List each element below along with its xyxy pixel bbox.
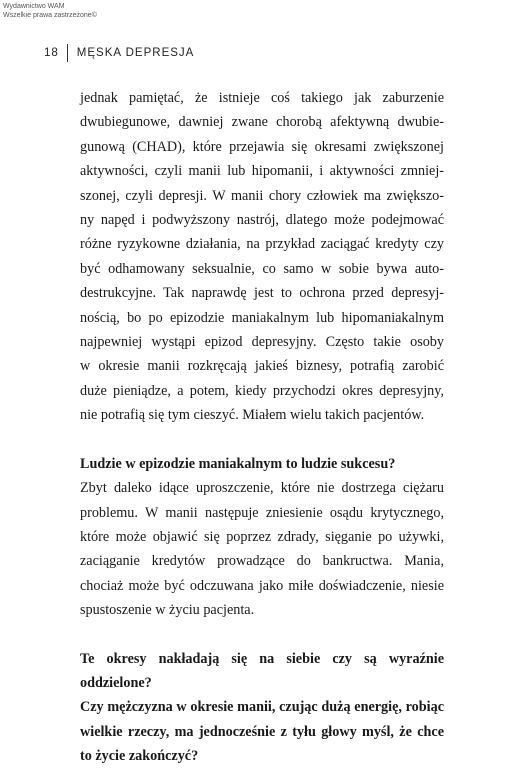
watermark-line-1: Wydawnictwo WAM [3, 3, 65, 10]
text-line: chociaż może być odczuwana jako miłe doświadczenie, niesie [80, 577, 444, 594]
text-line: duże pieniądze, a potem, kiedy przychodzi okres depresyjny, [80, 382, 444, 399]
paragraph-2 [80, 476, 444, 622]
text-line: aktywności, czyli manii lub hipomanii, i aktywności zmniej- [80, 163, 444, 180]
watermark [3, 2, 97, 20]
book-title: MĘSKA DEPRESJA [76, 47, 195, 59]
text-line: nie potrafią się tym cieszyć. Miałem wielu takich pacjentów. [80, 407, 425, 424]
watermark-line-2: Wszelkie prawa zastrzeżone© [3, 12, 97, 19]
text-line: Te okresy nakładają się na siebie czy są wyraźnie oddzielone? [80, 650, 444, 691]
page-body [80, 86, 444, 769]
text-line: jednak pamiętać, że istnieje coś takiego jak zaburzenie [80, 90, 444, 106]
running-head [44, 44, 194, 62]
text-line: szonej, czyli depresji. W manii chory człowiek ma zwiększo- [80, 187, 444, 204]
text-line: zaciąganie kredytów prowadzące do bankructwa. Mania, [80, 553, 444, 570]
text-line: Zbyt daleko idące uproszczenie, które nie dostrzega ciężaru [80, 480, 444, 497]
interview-question-1: Ludzie w epizodzie maniakalnym to ludzie sukcesu? [80, 455, 396, 472]
text-line: problemu. W manii następuje zniesienie osądu krytycznego, [80, 504, 444, 521]
text-line: w okresie manii rozkręcają jakieś biznesy, potrafią zarobić [80, 358, 444, 375]
text-line: najpewniej wystąpi epizod depresyjny. Często takie osoby [80, 334, 444, 351]
text-line: destrukcyjne. Tak naprawdę jest to ochrona przed depresyj- [80, 285, 444, 302]
text-line: być odhamowany seksualnie, co samo w sobie bywa auto- [80, 260, 444, 277]
text-line: które może objawić się poprzez zdrady, sięganie po używki, [80, 528, 444, 545]
text-line: nością, bo po epizodzie maniakalnym lub hipomaniakalnym [80, 309, 444, 326]
text-line: Czy mężczyzna w okresie manii, czując dużą energię, robiąc [80, 699, 444, 716]
text-line: spustoszenie w życiu pacjenta. [80, 602, 255, 619]
header-divider [67, 44, 68, 62]
text-line: dwubiegunowe, dawniej zwane chorobą afektywną dwubie- [80, 114, 444, 131]
text-line: różne ryzykowne działania, na przykład zaciągać kredyty czy [80, 236, 444, 253]
interview-question-2 [80, 647, 444, 769]
paragraph-1 [80, 86, 444, 428]
text-line: to życie zakończyć? [80, 748, 199, 765]
text-line: gunową (CHAD), które przejawia się okresami zwiększonej [80, 138, 444, 155]
text-line: wielkie rzeczy, ma jednocześnie z tyłu głowy myśl, że chce [80, 723, 444, 740]
text-line: ny napęd i podwyższony nastrój, dlatego może podejmować [80, 212, 444, 229]
page-number: 18 [44, 47, 59, 59]
